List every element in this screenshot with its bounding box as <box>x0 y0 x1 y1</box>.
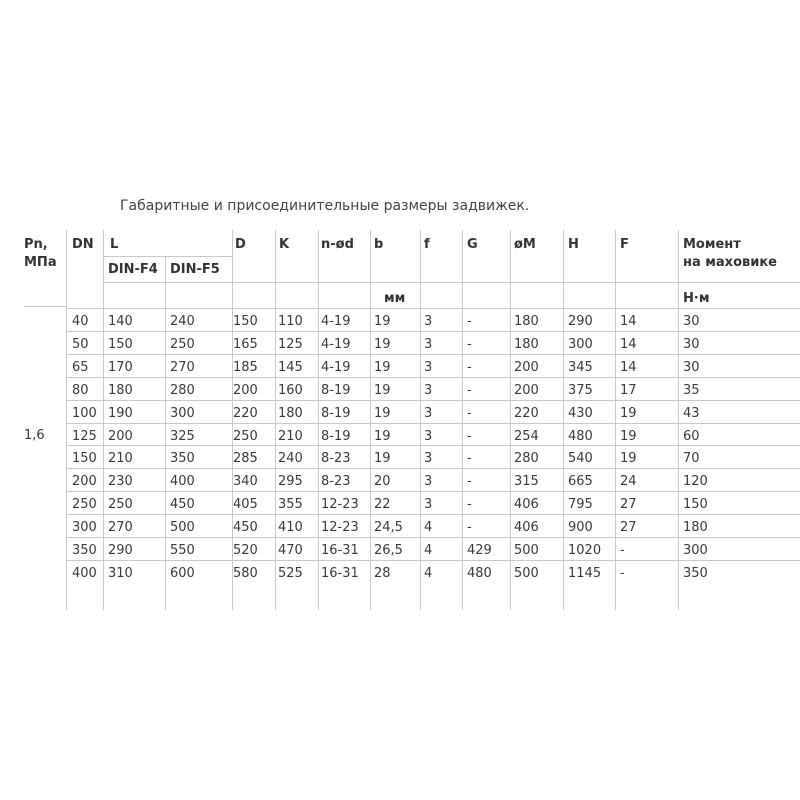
header-b: b <box>374 237 384 252</box>
cell-l-f4: 310 <box>108 566 133 581</box>
cell-f: 3 <box>424 383 433 398</box>
cell-l-f4: 200 <box>108 429 133 444</box>
row-divider <box>66 560 800 561</box>
cell-k: 470 <box>278 543 303 558</box>
cell-g: - <box>467 383 472 398</box>
cell-l-f5: 240 <box>170 314 195 329</box>
cell-l-f4: 270 <box>108 520 133 535</box>
row-divider <box>66 400 800 401</box>
row-divider <box>66 354 800 355</box>
cell-f: 3 <box>424 474 433 489</box>
cell-f-big: 19 <box>620 429 637 444</box>
cell-d: 405 <box>233 497 258 512</box>
header-pn-unit: МПа <box>24 255 57 270</box>
cell-k: 210 <box>278 429 303 444</box>
header-f-small: f <box>424 237 430 252</box>
cell-f-big: 27 <box>620 520 637 535</box>
cell-l-f4: 190 <box>108 406 133 421</box>
cell-n-od: 4-19 <box>321 360 351 375</box>
column-divider <box>275 230 276 610</box>
cell-l-f5: 325 <box>170 429 195 444</box>
column-divider <box>103 230 104 610</box>
cell-d: 250 <box>233 429 258 444</box>
cell-f: 3 <box>424 451 433 466</box>
header-f-big: F <box>620 237 629 252</box>
cell-h: 345 <box>568 360 593 375</box>
row-divider <box>66 308 800 309</box>
header-d: D <box>235 237 246 252</box>
cell-moment: 60 <box>683 429 700 444</box>
cell-k: 110 <box>278 314 303 329</box>
cell-f: 4 <box>424 520 433 535</box>
cell-h: 1020 <box>568 543 602 558</box>
cell-om: 200 <box>514 383 539 398</box>
cell-d: 185 <box>233 360 258 375</box>
cell-b: 19 <box>374 429 391 444</box>
cell-l-f5: 500 <box>170 520 195 535</box>
cell-h: 430 <box>568 406 593 421</box>
cell-d: 450 <box>233 520 258 535</box>
cell-l-f4: 140 <box>108 314 133 329</box>
cell-dn: 65 <box>72 360 89 375</box>
cell-k: 355 <box>278 497 303 512</box>
row-divider <box>103 256 232 257</box>
row-divider <box>66 423 800 424</box>
cell-g: - <box>467 406 472 421</box>
cell-d: 150 <box>233 314 258 329</box>
cell-k: 240 <box>278 451 303 466</box>
header-n-od: n-ød <box>321 237 354 252</box>
cell-f: 3 <box>424 429 433 444</box>
column-divider <box>66 230 67 610</box>
row-divider <box>66 537 800 538</box>
row-divider <box>66 445 800 446</box>
cell-h: 795 <box>568 497 593 512</box>
cell-moment: 35 <box>683 383 700 398</box>
cell-h: 1145 <box>568 566 602 581</box>
header-dn: DN <box>72 237 94 252</box>
cell-b: 26,5 <box>374 543 403 558</box>
header-l: L <box>110 237 119 252</box>
cell-l-f5: 600 <box>170 566 195 581</box>
cell-om: 200 <box>514 360 539 375</box>
cell-l-f4: 230 <box>108 474 133 489</box>
row-divider <box>66 514 800 515</box>
cell-k: 410 <box>278 520 303 535</box>
cell-d: 165 <box>233 337 258 352</box>
cell-f: 3 <box>424 406 433 421</box>
cell-om: 500 <box>514 566 539 581</box>
cell-moment: 30 <box>683 314 700 329</box>
cell-b: 28 <box>374 566 391 581</box>
cell-d: 285 <box>233 451 258 466</box>
column-divider <box>165 256 166 610</box>
cell-d: 220 <box>233 406 258 421</box>
cell-k: 180 <box>278 406 303 421</box>
cell-moment: 43 <box>683 406 700 421</box>
row-divider <box>103 282 800 283</box>
cell-f-big: 27 <box>620 497 637 512</box>
cell-n-od: 12-23 <box>321 497 359 512</box>
cell-f-big: 17 <box>620 383 637 398</box>
cell-n-od: 4-19 <box>321 314 351 329</box>
cell-h: 665 <box>568 474 593 489</box>
cell-f: 3 <box>424 360 433 375</box>
cell-g: - <box>467 314 472 329</box>
cell-k: 145 <box>278 360 303 375</box>
column-divider <box>420 230 421 610</box>
cell-l-f4: 290 <box>108 543 133 558</box>
cell-om: 315 <box>514 474 539 489</box>
cell-moment: 300 <box>683 543 708 558</box>
cell-d: 340 <box>233 474 258 489</box>
cell-dn: 250 <box>72 497 97 512</box>
cell-dn: 300 <box>72 520 97 535</box>
cell-g: - <box>467 474 472 489</box>
cell-dn: 150 <box>72 451 97 466</box>
cell-l-f4: 150 <box>108 337 133 352</box>
cell-b: 19 <box>374 360 391 375</box>
cell-n-od: 4-19 <box>321 337 351 352</box>
header-unit-mm: мм <box>384 291 406 306</box>
cell-om: 180 <box>514 337 539 352</box>
row-divider <box>66 377 800 378</box>
cell-n-od: 8-19 <box>321 406 351 421</box>
cell-b: 22 <box>374 497 391 512</box>
row-divider <box>24 306 66 307</box>
cell-l-f5: 280 <box>170 383 195 398</box>
cell-moment: 180 <box>683 520 708 535</box>
cell-f: 3 <box>424 497 433 512</box>
cell-l-f5: 550 <box>170 543 195 558</box>
column-divider <box>615 230 616 610</box>
cell-om: 406 <box>514 520 539 535</box>
table-caption: Габаритные и присоединительные размеры задвижек. <box>120 198 530 214</box>
cell-b: 19 <box>374 451 391 466</box>
column-divider <box>563 230 564 610</box>
cell-moment: 70 <box>683 451 700 466</box>
header-h: H <box>568 237 579 252</box>
cell-k: 160 <box>278 383 303 398</box>
cell-moment: 120 <box>683 474 708 489</box>
cell-b: 20 <box>374 474 391 489</box>
column-divider <box>678 230 679 610</box>
cell-h: 540 <box>568 451 593 466</box>
cell-n-od: 12-23 <box>321 520 359 535</box>
cell-g: - <box>467 337 472 352</box>
cell-moment: 350 <box>683 566 708 581</box>
cell-l-f4: 180 <box>108 383 133 398</box>
cell-l-f5: 400 <box>170 474 195 489</box>
cell-l-f5: 250 <box>170 337 195 352</box>
cell-l-f5: 300 <box>170 406 195 421</box>
cell-l-f5: 350 <box>170 451 195 466</box>
cell-dn: 40 <box>72 314 89 329</box>
cell-h: 290 <box>568 314 593 329</box>
cell-b: 24,5 <box>374 520 403 535</box>
cell-om: 254 <box>514 429 539 444</box>
cell-d: 520 <box>233 543 258 558</box>
cell-n-od: 8-23 <box>321 474 351 489</box>
cell-d: 580 <box>233 566 258 581</box>
row-divider <box>66 491 800 492</box>
cell-f-big: 14 <box>620 360 637 375</box>
cell-g: - <box>467 497 472 512</box>
cell-g: - <box>467 360 472 375</box>
cell-b: 19 <box>374 406 391 421</box>
cell-n-od: 8-19 <box>321 383 351 398</box>
cell-dn: 100 <box>72 406 97 421</box>
header-moment: Момент <box>683 237 741 252</box>
cell-h: 900 <box>568 520 593 535</box>
cell-n-od: 8-23 <box>321 451 351 466</box>
cell-l-f4: 250 <box>108 497 133 512</box>
cell-h: 375 <box>568 383 593 398</box>
cell-om: 406 <box>514 497 539 512</box>
cell-g: 429 <box>467 543 492 558</box>
cell-dn: 350 <box>72 543 97 558</box>
cell-om: 280 <box>514 451 539 466</box>
cell-f-big: 14 <box>620 314 637 329</box>
cell-f: 4 <box>424 543 433 558</box>
cell-k: 525 <box>278 566 303 581</box>
header-din-f4: DIN-F4 <box>108 262 158 277</box>
cell-f-big: 24 <box>620 474 637 489</box>
cell-d: 200 <box>233 383 258 398</box>
column-divider <box>318 230 319 610</box>
cell-g: - <box>467 429 472 444</box>
row-divider <box>66 468 800 469</box>
cell-moment: 30 <box>683 360 700 375</box>
cell-dn: 50 <box>72 337 89 352</box>
header-pn: Рn, <box>24 237 48 252</box>
cell-g: - <box>467 520 472 535</box>
column-divider <box>462 230 463 610</box>
cell-dn: 400 <box>72 566 97 581</box>
cell-l-f5: 450 <box>170 497 195 512</box>
cell-f-big: 14 <box>620 337 637 352</box>
cell-n-od: 8-19 <box>321 429 351 444</box>
header-unit-nm: Н·м <box>683 291 710 306</box>
cell-n-od: 16-31 <box>321 566 359 581</box>
header-din-f5: DIN-F5 <box>170 262 220 277</box>
column-divider <box>232 230 233 610</box>
column-divider <box>510 230 511 610</box>
cell-h: 300 <box>568 337 593 352</box>
cell-f: 3 <box>424 337 433 352</box>
cell-b: 19 <box>374 383 391 398</box>
row-divider <box>66 331 800 332</box>
header-g: G <box>467 237 478 252</box>
cell-om: 180 <box>514 314 539 329</box>
cell-moment: 30 <box>683 337 700 352</box>
cell-l-f4: 170 <box>108 360 133 375</box>
cell-l-f4: 210 <box>108 451 133 466</box>
pn-value: 1,6 <box>24 428 45 443</box>
cell-dn: 200 <box>72 474 97 489</box>
cell-g: 480 <box>467 566 492 581</box>
header-om: øM <box>514 237 536 252</box>
cell-f-big: - <box>620 566 625 581</box>
cell-f: 4 <box>424 566 433 581</box>
cell-k: 295 <box>278 474 303 489</box>
cell-om: 220 <box>514 406 539 421</box>
cell-dn: 80 <box>72 383 89 398</box>
cell-f-big: 19 <box>620 451 637 466</box>
cell-f: 3 <box>424 314 433 329</box>
cell-om: 500 <box>514 543 539 558</box>
header-moment-2: на маховике <box>683 255 777 270</box>
cell-f-big: 19 <box>620 406 637 421</box>
cell-n-od: 16-31 <box>321 543 359 558</box>
cell-k: 125 <box>278 337 303 352</box>
column-divider <box>370 230 371 610</box>
cell-l-f5: 270 <box>170 360 195 375</box>
header-k: K <box>279 237 290 252</box>
cell-f-big: - <box>620 543 625 558</box>
cell-b: 19 <box>374 337 391 352</box>
cell-g: - <box>467 451 472 466</box>
cell-dn: 125 <box>72 429 97 444</box>
cell-moment: 150 <box>683 497 708 512</box>
cell-b: 19 <box>374 314 391 329</box>
cell-h: 480 <box>568 429 593 444</box>
